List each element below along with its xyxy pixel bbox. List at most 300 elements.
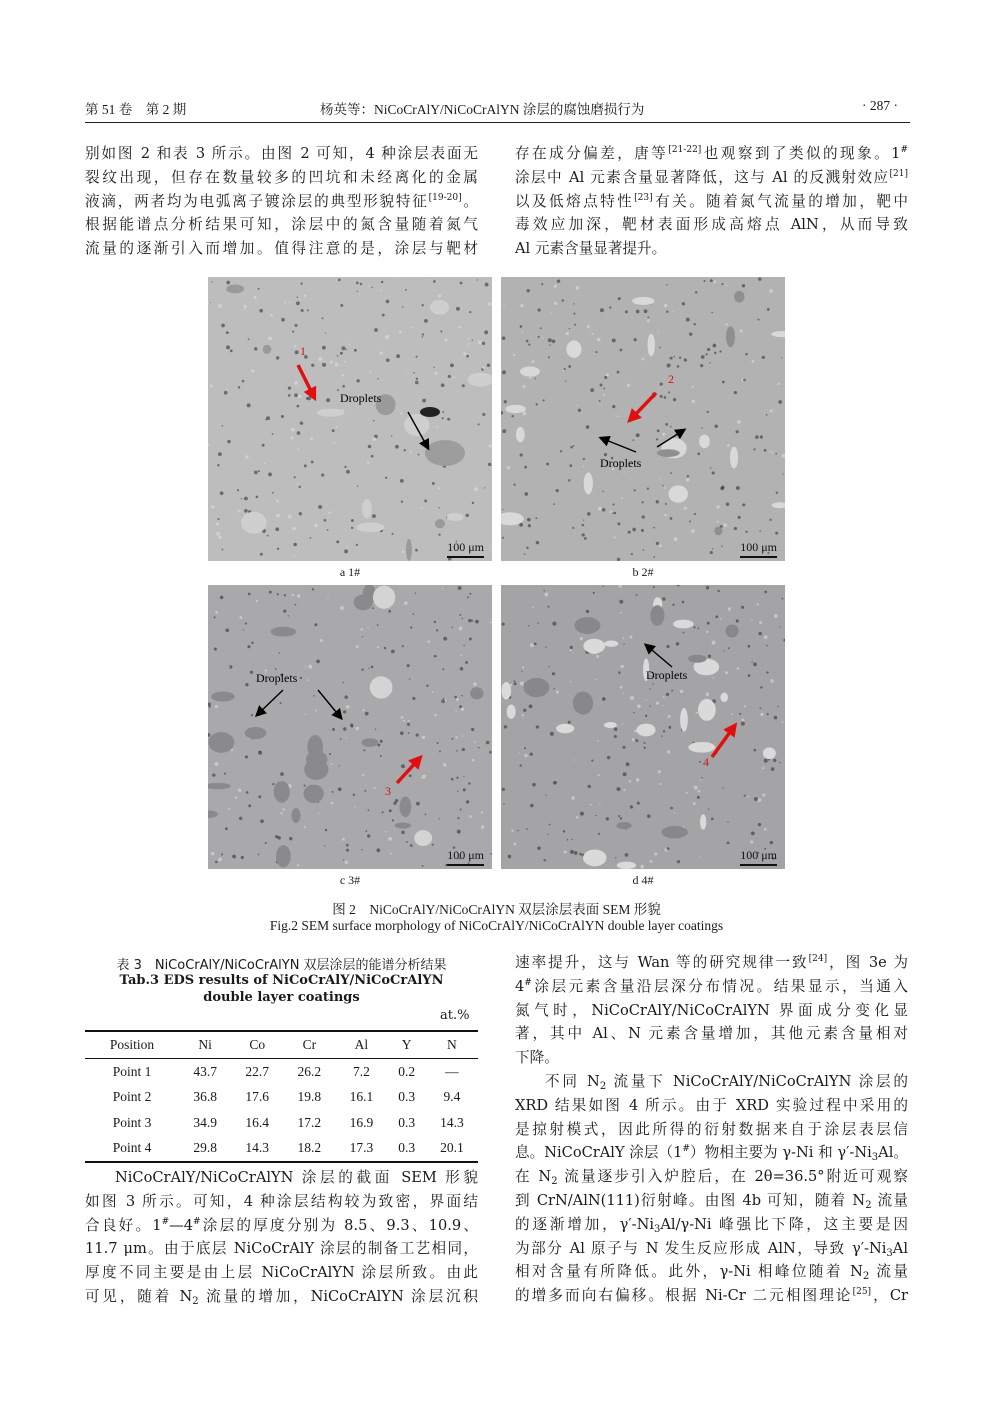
surface-pit bbox=[656, 438, 658, 440]
surface-pit bbox=[775, 532, 778, 535]
text-line bbox=[515, 975, 908, 999]
surface-pit bbox=[295, 324, 298, 327]
surface-pit bbox=[393, 802, 396, 805]
surface-pit bbox=[245, 755, 248, 758]
surface-pit bbox=[466, 800, 469, 803]
surface-pit bbox=[758, 632, 762, 636]
surface-pit bbox=[475, 620, 479, 624]
surface-pit bbox=[272, 783, 274, 785]
surface-pit bbox=[770, 679, 774, 683]
text-segment: 相对含量有所降低。此外，γ-Ni 相峰位随着 N bbox=[515, 1263, 863, 1281]
surface-pit bbox=[700, 780, 701, 781]
surface-pit bbox=[748, 674, 751, 677]
surface-pit bbox=[410, 844, 413, 847]
surface-pit bbox=[666, 284, 667, 285]
surface-pit bbox=[422, 865, 424, 867]
surface-pit bbox=[238, 510, 241, 513]
surface-pit bbox=[239, 616, 242, 619]
surface-pit bbox=[502, 370, 506, 374]
text-line bbox=[515, 190, 908, 214]
droplet bbox=[636, 724, 655, 737]
surface-pit bbox=[281, 415, 284, 418]
droplet bbox=[617, 862, 636, 869]
surface-pit bbox=[546, 462, 549, 465]
surface-pit bbox=[299, 512, 302, 515]
surface-pit bbox=[521, 671, 522, 672]
surface-pit bbox=[362, 849, 363, 850]
surface-pit bbox=[716, 505, 719, 508]
surface-pit bbox=[766, 645, 768, 647]
surface-pit bbox=[294, 381, 298, 385]
surface-pit bbox=[572, 527, 574, 529]
surface-pit bbox=[632, 528, 636, 532]
surface-pit bbox=[460, 809, 462, 811]
surface-pit bbox=[670, 517, 673, 520]
text-line bbox=[515, 1284, 908, 1308]
droplet bbox=[447, 513, 464, 521]
droplet bbox=[668, 485, 688, 502]
surface-pit bbox=[739, 713, 741, 715]
surface-pit bbox=[289, 837, 292, 840]
surface-pit bbox=[724, 523, 728, 527]
surface-pit bbox=[416, 356, 418, 358]
surface-pit bbox=[214, 647, 217, 650]
surface-pit bbox=[695, 291, 697, 293]
droplet bbox=[470, 687, 483, 699]
surface-pit bbox=[666, 311, 668, 313]
surface-pit bbox=[304, 826, 306, 828]
text-segment: 如图 3 所示。可知，4 种涂层结构较为致密，界面结 bbox=[85, 1192, 478, 1210]
surface-pit bbox=[718, 590, 720, 592]
surface-pit bbox=[425, 814, 427, 816]
text-segment: 的增多而向右偏移。根据 Ni-Cr 二元相图理论 bbox=[515, 1287, 853, 1305]
text-line bbox=[85, 1166, 478, 1190]
text-line bbox=[85, 1190, 478, 1214]
text-line bbox=[85, 213, 478, 237]
surface-pit bbox=[246, 791, 249, 794]
text-segment: 流量 bbox=[871, 1191, 908, 1209]
surface-pit bbox=[259, 309, 263, 313]
surface-pit bbox=[410, 451, 412, 453]
surface-pit bbox=[432, 482, 435, 485]
droplet bbox=[573, 692, 593, 715]
surface-pit bbox=[208, 733, 210, 737]
surface-pit bbox=[603, 586, 604, 587]
surface-pit bbox=[395, 445, 399, 449]
surface-pit bbox=[394, 277, 395, 278]
surface-pit bbox=[341, 346, 345, 350]
surface-pit bbox=[722, 787, 723, 788]
surface-pit bbox=[714, 352, 716, 354]
surface-pit bbox=[621, 723, 622, 724]
surface-pit bbox=[741, 606, 744, 609]
surface-pit bbox=[501, 411, 503, 414]
surface-pit bbox=[682, 302, 685, 305]
surface-pit bbox=[457, 791, 458, 792]
surface-pit bbox=[401, 716, 404, 719]
surface-pit bbox=[524, 553, 525, 554]
point-number: 1 bbox=[300, 344, 306, 358]
surface-pit bbox=[640, 865, 644, 869]
surface-pit bbox=[720, 487, 724, 491]
droplet bbox=[566, 340, 581, 358]
surface-pit bbox=[452, 627, 453, 628]
surface-pit bbox=[642, 549, 644, 551]
text-segment: 涂层元素含量沿层深分布情况。结果显示，当通入 bbox=[531, 977, 908, 995]
surface-pit bbox=[701, 355, 705, 359]
surface-pit bbox=[345, 349, 347, 351]
surface-pit bbox=[508, 855, 512, 859]
surface-pit bbox=[380, 352, 383, 355]
surface-pit bbox=[218, 452, 222, 456]
surface-pit bbox=[682, 601, 685, 604]
surface-pit bbox=[549, 666, 550, 667]
surface-pit bbox=[297, 431, 301, 435]
table-header-row bbox=[85, 1031, 478, 1059]
droplet bbox=[556, 724, 574, 734]
surface-pit bbox=[244, 305, 247, 308]
droplet bbox=[306, 751, 328, 768]
droplet bbox=[430, 300, 449, 315]
surface-pit bbox=[760, 713, 763, 716]
droplet bbox=[688, 655, 707, 663]
surface-pit bbox=[226, 281, 230, 285]
surface-pit bbox=[477, 279, 478, 280]
surface-pit bbox=[481, 825, 484, 828]
surface-pit bbox=[226, 388, 228, 390]
surface-pit bbox=[310, 537, 312, 539]
surface-pit bbox=[579, 853, 582, 856]
surface-pit bbox=[412, 697, 415, 700]
surface-pit bbox=[462, 618, 463, 619]
surface-pit bbox=[528, 625, 529, 626]
surface-pit bbox=[514, 843, 517, 846]
surface-pit bbox=[308, 665, 312, 669]
surface-pit bbox=[537, 846, 541, 850]
surface-pit bbox=[409, 774, 412, 777]
table-cell: 22.7 bbox=[245, 1063, 270, 1079]
surface-pit bbox=[215, 705, 218, 708]
surface-pit bbox=[245, 622, 247, 624]
surface-pit bbox=[404, 449, 406, 451]
table-cell: 17.6 bbox=[245, 1089, 270, 1105]
surface-pit bbox=[530, 804, 534, 808]
surface-pit bbox=[490, 853, 492, 855]
surface-pit bbox=[415, 592, 416, 593]
surface-pit bbox=[580, 812, 584, 816]
surface-pit bbox=[686, 478, 690, 482]
surface-pit bbox=[474, 487, 478, 491]
droplet bbox=[520, 366, 540, 376]
surface-pit bbox=[683, 632, 685, 634]
surface-pit bbox=[450, 363, 454, 367]
surface-pit bbox=[666, 693, 669, 696]
surface-pit bbox=[764, 590, 767, 593]
surface-pit bbox=[357, 291, 358, 292]
surface-pit bbox=[482, 366, 485, 369]
surface-pit bbox=[434, 655, 437, 658]
surface-pit bbox=[540, 327, 542, 329]
surface-pit bbox=[641, 358, 644, 361]
black-arrow-icon bbox=[646, 645, 672, 667]
droplet bbox=[317, 409, 345, 417]
surface-pit bbox=[422, 455, 423, 456]
surface-pit bbox=[218, 304, 222, 308]
text-segment: Al。 bbox=[878, 1144, 908, 1162]
surface-pit bbox=[482, 413, 485, 416]
surface-pit bbox=[421, 777, 423, 779]
surface-pit bbox=[386, 358, 390, 362]
surface-pit bbox=[460, 667, 464, 671]
surface-pit bbox=[224, 773, 226, 775]
text-segment: 著，其中 Al、N 元素含量增加，其他元素含量相对 bbox=[515, 1025, 908, 1043]
panel-label-b: b 2# bbox=[632, 565, 654, 579]
column-header: N bbox=[426, 1031, 478, 1059]
surface-pit bbox=[362, 709, 364, 711]
surface-pit bbox=[438, 487, 440, 489]
surface-pit bbox=[677, 365, 680, 368]
surface-pit bbox=[734, 527, 737, 530]
surface-pit bbox=[321, 473, 324, 476]
surface-pit bbox=[711, 312, 712, 313]
surface-pit bbox=[617, 415, 619, 417]
surface-pit bbox=[447, 418, 450, 421]
surface-pit bbox=[707, 348, 710, 351]
surface-pit bbox=[727, 444, 730, 447]
surface-pit bbox=[251, 642, 253, 644]
surface-pit bbox=[686, 792, 688, 794]
surface-pit bbox=[433, 280, 436, 283]
surface-pit bbox=[747, 645, 750, 648]
text-segment: 下降。 bbox=[515, 1049, 559, 1067]
surface-pit bbox=[764, 635, 768, 639]
surface-pit bbox=[777, 383, 779, 385]
table-cell: 14.3 bbox=[440, 1114, 464, 1130]
surface-pit bbox=[620, 665, 623, 668]
droplet bbox=[271, 627, 296, 637]
surface-pit bbox=[700, 364, 703, 367]
surface-pit bbox=[773, 511, 774, 512]
surface-pit bbox=[304, 464, 307, 467]
surface-pit bbox=[298, 395, 301, 398]
surface-pit bbox=[680, 690, 683, 693]
table-cell: 26.2 bbox=[297, 1063, 322, 1079]
surface-pit bbox=[670, 357, 673, 360]
droplet bbox=[414, 830, 432, 846]
surface-pit bbox=[783, 639, 785, 642]
surface-pit bbox=[736, 430, 739, 433]
surface-pit bbox=[776, 492, 778, 494]
surface-pit bbox=[617, 522, 620, 525]
surface-pit bbox=[294, 345, 296, 347]
surface-pit bbox=[673, 812, 674, 813]
surface-pit bbox=[291, 428, 295, 432]
surface-pit bbox=[580, 637, 583, 640]
surface-pit bbox=[645, 715, 647, 717]
surface-pit bbox=[530, 753, 533, 756]
surface-pit bbox=[714, 425, 717, 428]
text-line bbox=[515, 1141, 908, 1165]
surface-pit bbox=[524, 492, 528, 496]
surface-pit bbox=[576, 816, 579, 819]
surface-pit bbox=[216, 532, 220, 536]
text-segment: Al 元素含量显著提升。 bbox=[515, 240, 667, 258]
text-line bbox=[515, 1070, 908, 1094]
surface-pit bbox=[460, 654, 462, 656]
surface-pit bbox=[268, 337, 272, 341]
surface-pit bbox=[699, 857, 700, 858]
surface-pit bbox=[439, 818, 440, 819]
surface-pit bbox=[307, 309, 309, 311]
droplet bbox=[226, 284, 244, 293]
surface-pit bbox=[409, 678, 410, 679]
surface-pit bbox=[522, 666, 524, 668]
surface-pit bbox=[630, 635, 633, 638]
surface-pit bbox=[762, 356, 765, 359]
surface-pit bbox=[340, 738, 342, 740]
surface-pit bbox=[463, 776, 464, 777]
surface-pit bbox=[259, 751, 261, 753]
droplet bbox=[650, 605, 664, 626]
table-cell: 14.3 bbox=[231, 1136, 283, 1163]
surface-pit bbox=[679, 357, 681, 359]
surface-pit bbox=[620, 686, 623, 689]
text-segment: NiCoCrAlY/NiCoCrAlYN 涂层的截面 SEM 形貌 bbox=[115, 1169, 478, 1186]
surface-pit bbox=[583, 466, 585, 468]
droplet bbox=[763, 747, 776, 759]
surface-pit bbox=[549, 344, 550, 345]
surface-pit bbox=[583, 520, 584, 521]
text-segment: 2 bbox=[551, 1176, 558, 1188]
surface-pit bbox=[215, 861, 218, 864]
surface-pit bbox=[693, 742, 695, 744]
surface-pit bbox=[254, 471, 258, 475]
surface-pit bbox=[706, 586, 709, 589]
surface-pit bbox=[532, 783, 536, 787]
surface-pit bbox=[623, 772, 627, 776]
text-line bbox=[515, 237, 908, 261]
surface-pit bbox=[616, 787, 620, 791]
surface-pit bbox=[662, 485, 663, 486]
surface-pit bbox=[759, 531, 760, 532]
table-title-en-2: double layer coatings bbox=[203, 990, 360, 1005]
surface-pit bbox=[745, 531, 747, 533]
surface-pit bbox=[422, 336, 424, 338]
droplet bbox=[648, 334, 655, 357]
text-segment: [25] bbox=[852, 1287, 872, 1298]
surface-pit bbox=[451, 738, 453, 740]
surface-pit bbox=[385, 831, 387, 833]
text-line bbox=[85, 1261, 478, 1285]
surface-pit bbox=[673, 398, 676, 401]
surface-pit bbox=[242, 629, 243, 630]
surface-pit bbox=[760, 435, 763, 438]
surface-pit bbox=[725, 671, 728, 674]
text-segment: 11.7 μm。由于底层 NiCoCrAlY 涂层的制备工艺相同， bbox=[85, 1240, 478, 1258]
surface-pit bbox=[324, 519, 327, 522]
red-arrow-icon bbox=[298, 365, 313, 395]
figure-caption-en: Fig.2 SEM surface morphology of NiCoCrAlY/NiCoCrAlYN double layer coatings bbox=[269, 918, 724, 933]
column-header: Y bbox=[387, 1031, 425, 1059]
surface-pit bbox=[333, 442, 335, 444]
surface-pit bbox=[596, 655, 599, 658]
surface-pit bbox=[327, 598, 328, 599]
surface-pit bbox=[520, 453, 523, 456]
surface-pit bbox=[468, 782, 470, 784]
text-line bbox=[85, 142, 478, 166]
surface-pit bbox=[657, 429, 660, 432]
surface-pit bbox=[691, 529, 695, 533]
surface-pit bbox=[343, 710, 346, 713]
surface-pit bbox=[344, 549, 348, 553]
surface-pit bbox=[343, 859, 344, 860]
surface-pit bbox=[664, 487, 666, 489]
surface-pit bbox=[513, 484, 515, 486]
surface-pit bbox=[697, 796, 700, 799]
surface-pit bbox=[461, 695, 463, 697]
droplet bbox=[523, 678, 549, 697]
surface-pit bbox=[653, 586, 655, 588]
surface-pit bbox=[357, 485, 358, 486]
surface-pit bbox=[779, 762, 780, 763]
surface-pit bbox=[634, 730, 637, 733]
surface-pit bbox=[771, 767, 775, 771]
surface-pit bbox=[654, 852, 657, 855]
surface-pit bbox=[636, 594, 638, 596]
surface-pit bbox=[260, 553, 263, 556]
surface-pit bbox=[712, 344, 716, 348]
table-cell: 16.9 bbox=[349, 1114, 374, 1130]
text-segment: 4 bbox=[515, 977, 525, 995]
droplet bbox=[726, 326, 735, 347]
surface-pit bbox=[401, 764, 405, 768]
surface-pit bbox=[331, 763, 333, 765]
surface-pit bbox=[392, 533, 394, 535]
surface-pit bbox=[697, 628, 699, 630]
surface-pit bbox=[628, 531, 631, 534]
header-rule bbox=[85, 122, 910, 123]
surface-pit bbox=[613, 512, 616, 515]
surface-pit bbox=[689, 332, 692, 335]
surface-pit bbox=[388, 837, 392, 841]
sem-panel-b bbox=[501, 277, 785, 561]
droplet bbox=[276, 845, 291, 867]
surface-pit bbox=[513, 354, 515, 356]
surface-pit bbox=[444, 338, 447, 341]
surface-pit bbox=[612, 405, 615, 408]
surface-pit bbox=[758, 823, 761, 826]
surface-pit bbox=[485, 283, 489, 287]
surface-pit bbox=[725, 284, 727, 286]
surface-pit bbox=[526, 289, 529, 292]
table-cell: 7.2 bbox=[352, 1063, 370, 1079]
surface-pit bbox=[775, 453, 777, 455]
surface-pit bbox=[225, 628, 229, 632]
text-line bbox=[85, 1285, 478, 1309]
surface-pit bbox=[487, 364, 491, 368]
surface-pit bbox=[327, 529, 329, 531]
scale-bar: 100 μm bbox=[740, 848, 777, 862]
surface-pit bbox=[270, 314, 273, 317]
surface-pit bbox=[502, 336, 506, 340]
panel-label-d: d 4# bbox=[632, 873, 654, 887]
surface-pit bbox=[535, 378, 536, 379]
text-line bbox=[515, 166, 908, 190]
surface-pit bbox=[488, 463, 491, 466]
surface-pit bbox=[256, 600, 258, 602]
surface-pit bbox=[665, 423, 668, 426]
surface-pit bbox=[404, 602, 408, 606]
